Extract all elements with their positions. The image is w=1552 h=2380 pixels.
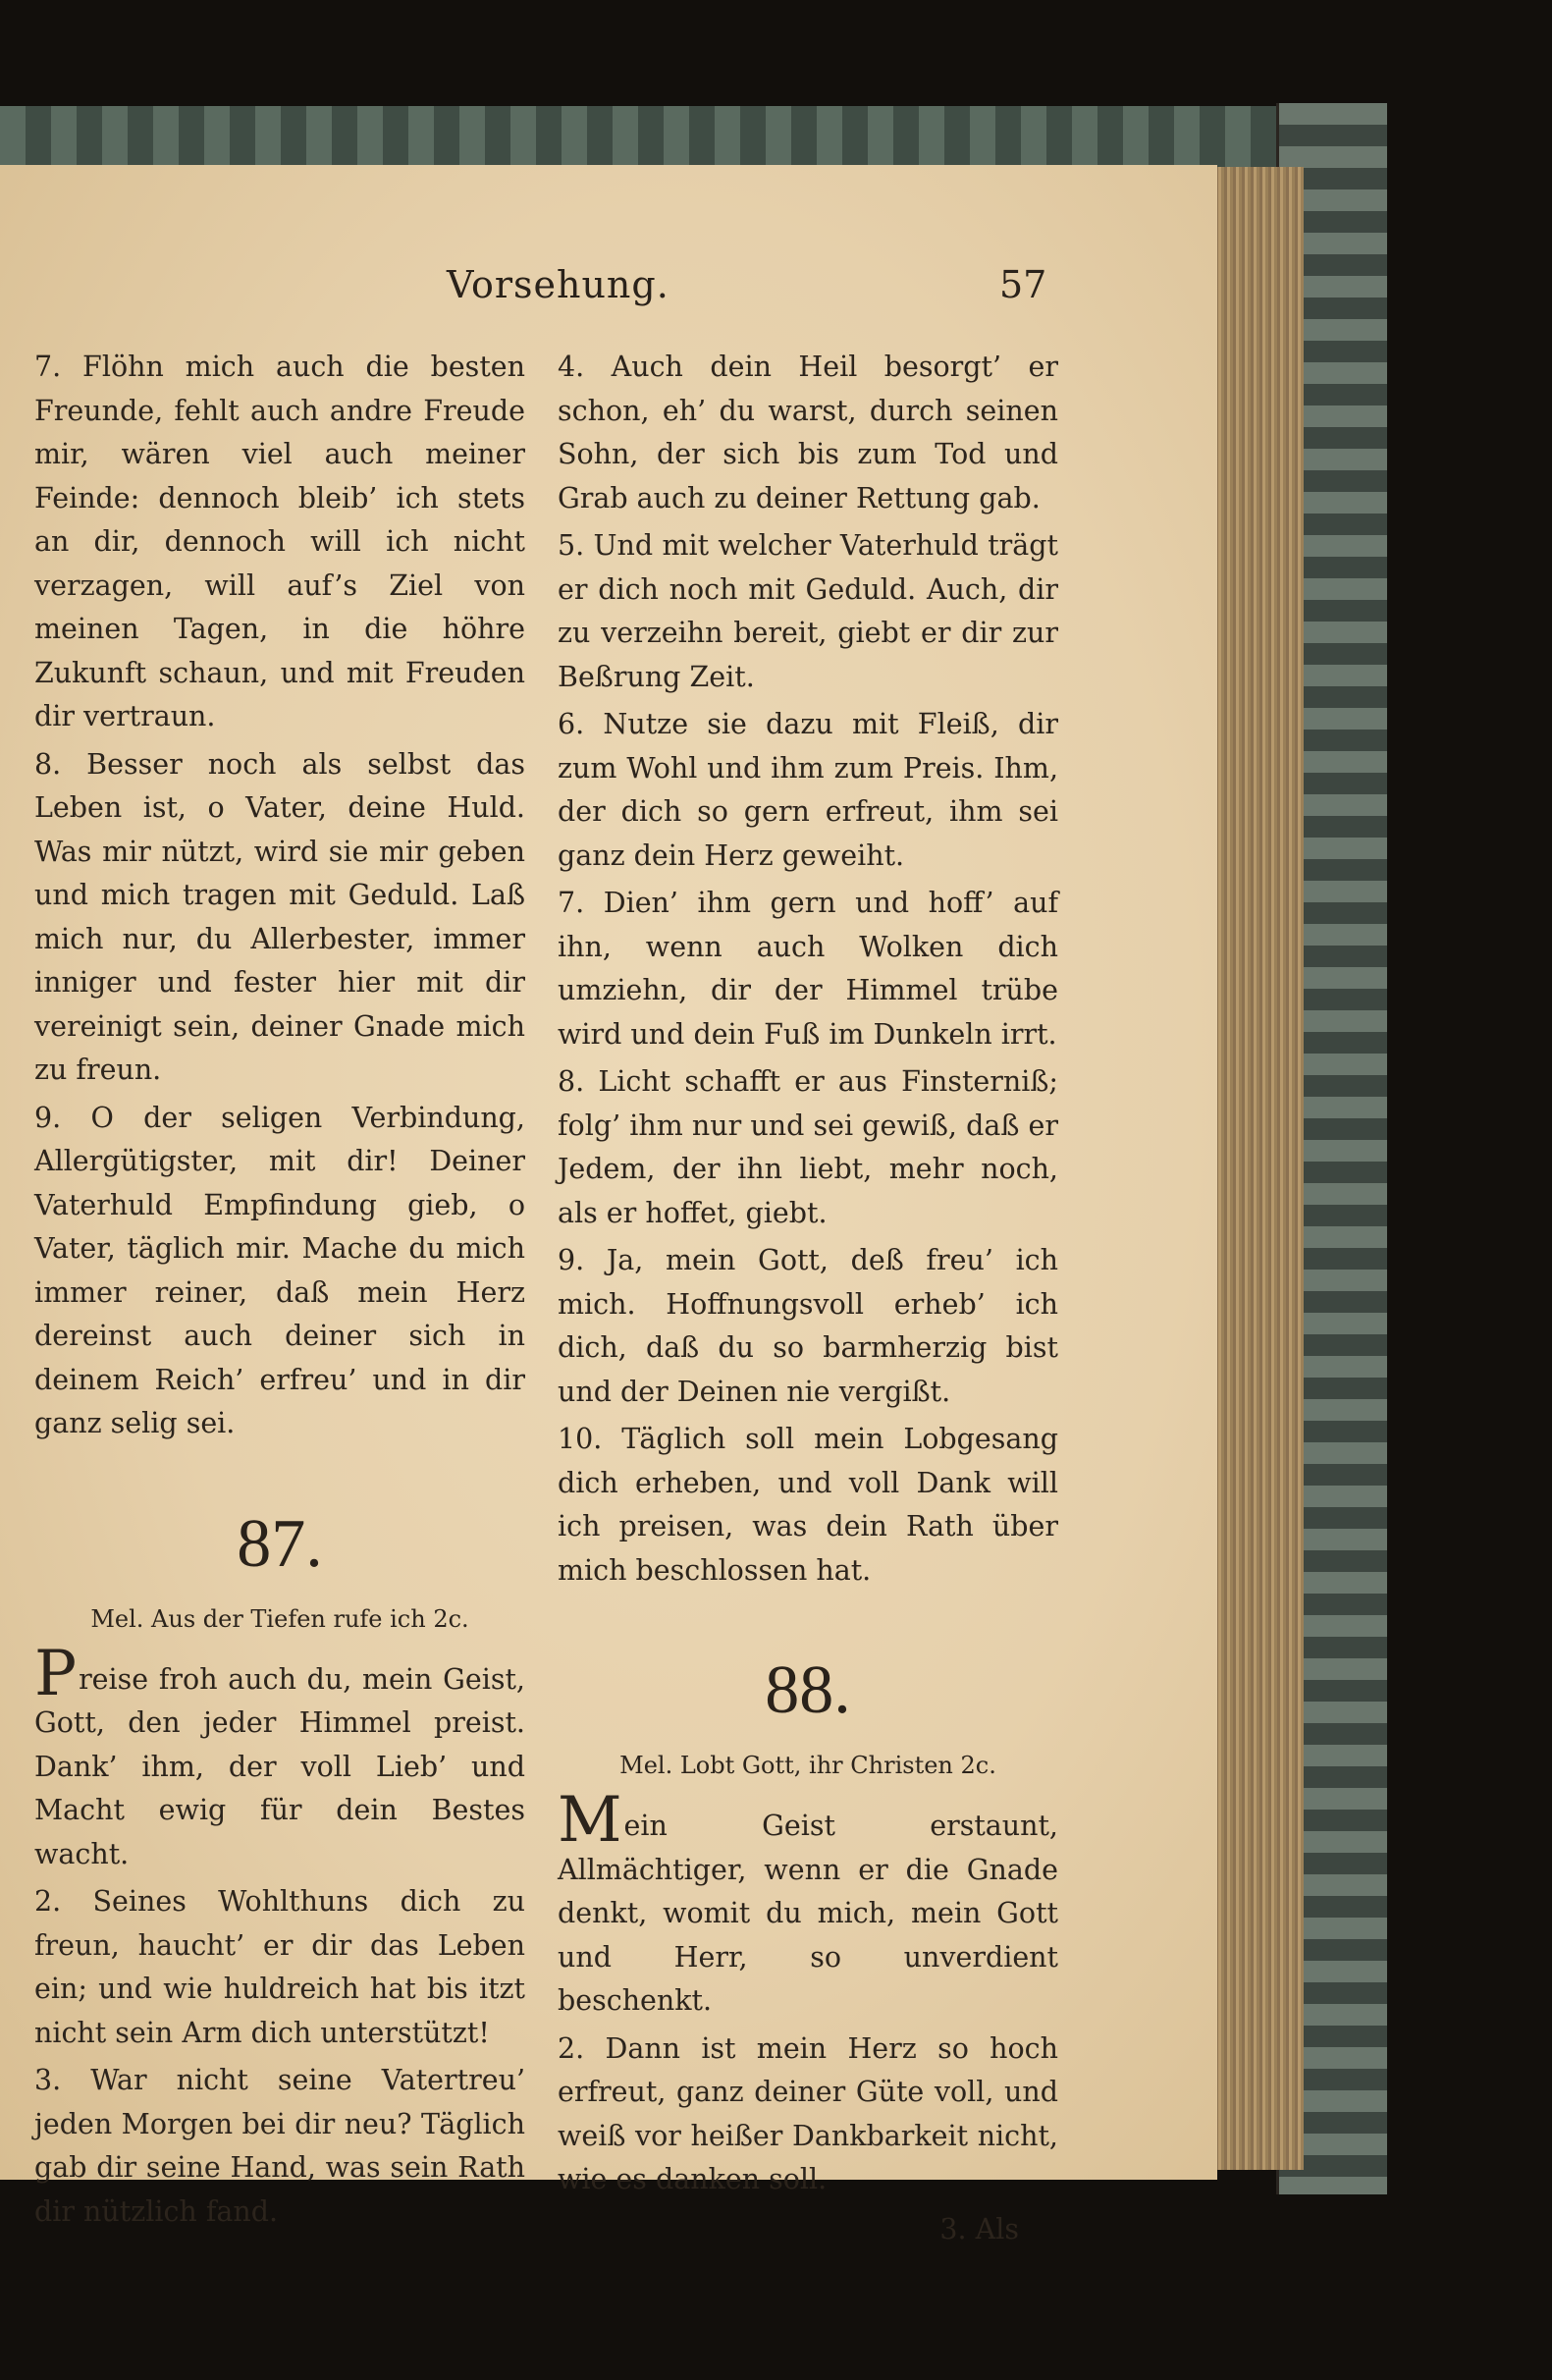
verse: 7. Dien’ ihm gern und hoff’ auf ihn, wenn auch Wolken dich umziehn, dir der Himmel trübe wird und dein Fuß im Dunkeln irrt. [558,887,1058,1051]
verse: 8. Licht schafft er aus Finsterniß; folg’ ihm nur und sei gewiß, daß er Jedem, der ihn liebt, mehr noch, als er hoffet, giebt. [558,1065,1058,1229]
verse: 10. Täglich soll mein Lobgesang dich erheben, und voll Dank will ich preisen, was dein Rath über mich beschlossen hat. [558,1423,1058,1587]
verse [34,1637,525,1877]
verse: 9. Ja, mein Gott, deß freu’ ich mich. Hoffnungsvoll erheb’ ich dich, daß du so barmherzig bist und der Deinen nie vergißt. [558,1244,1058,1408]
verse: 6. Nutze sie dazu mit Fleiß, dir zum Wohl und ihm zum Preis. Ihm, der dich so gern erfreut, ihm sei ganz dein Herz geweiht. [558,708,1058,872]
verse: 2. Dann ist mein Herz so hoch erfreut, ganz deiner Güte voll, und weiß vor heißer Dankbarkeit nicht, wie es danken soll. [558,2031,1058,2195]
running-header [0,263,1060,332]
book-page [0,165,1217,2245]
right-column [558,346,1058,2251]
header-title: Vorsehung. [447,263,669,306]
melody-line: Mel. Lobt Gott, ihr Christen 2c. [619,1752,996,1779]
melody-line: Mel. Aus der Tiefen rufe ich 2c. [90,1604,469,1633]
verse: 5. Und mit welcher Vaterhuld trägt er dich noch mit Geduld. Auch, dir zu verzeihn bereit, giebt er dir zur Beßrung Zeit. [558,529,1058,693]
left-column [34,346,525,2238]
hymn-number: 88. [765,1652,851,1728]
verse: 9. O der seligen Verbindung, Allergütigster, mit dir! Deiner Vaterhuld Empfindung gieb, o Vater, täglich mir. Mache du mich immer reiner, daß mein Herz dereinst auch deiner sich in deinem Reich’ erfreu’ und in dir ganz selig sei. [34,1101,525,1439]
drop-cap: M [558,1784,622,1857]
verse: 2. Seines Wohlthuns dich zu freun, haucht’ er dir das Leben ein; und wie huldreich hat bis itzt nicht sein Arm dich unterstützt! [34,1885,525,2049]
hymn-number: 87. [237,1505,323,1582]
verse: 3. War nicht seine Vatertreu’ jeden Morgen bei dir neu? Täglich gab dir seine Hand, was sein Rath dir nützlich fand. [34,2064,525,2228]
verse: 8. Besser noch als selbst das Leben ist, o Vater, deine Huld. Was mir nützt, wird sie mir geben und mich tragen mit Geduld. Laß mich nur, du Allerbester, immer inniger und fester hier mit dir vereinigt sein, deiner Gnade mich zu freun. [34,747,525,1086]
page-edges [1215,167,1304,2170]
verse-text: reise froh auch du, mein Geist, Gott, den jeder Himmel preist. Dank’ ihm, der voll Lieb’ und Macht ewig für dein Bestes wacht. [34,1662,525,1870]
verse: 7. Flöhn mich auch die besten Freunde, fehlt auch andre Freude mir, wären viel auch meiner Feinde: dennoch bleib’ ich stets an dir, dennoch will ich nicht verzagen, will auf’s Ziel von meinen Tagen, in die höhre Zukunft schaun, und mit Freuden dir vertraun. [34,351,525,732]
verse [558,1784,1058,2024]
catchword: 3. Als [939,2212,1019,2245]
drop-cap: P [34,1637,78,1710]
verse: 4. Auch dein Heil besorgt’ er schon, eh’ du warst, durch seinen Sohn, der sich bis zum Tod und Grab auch zu deiner Rettung gab. [558,351,1058,514]
verse-text: ein Geist erstaunt, Allmächtiger, wenn er die Gnade denkt, womit du mich, mein Gott und Herr, so unverdient beschenkt. [558,1810,1058,2017]
page-number: 57 [999,263,1047,306]
